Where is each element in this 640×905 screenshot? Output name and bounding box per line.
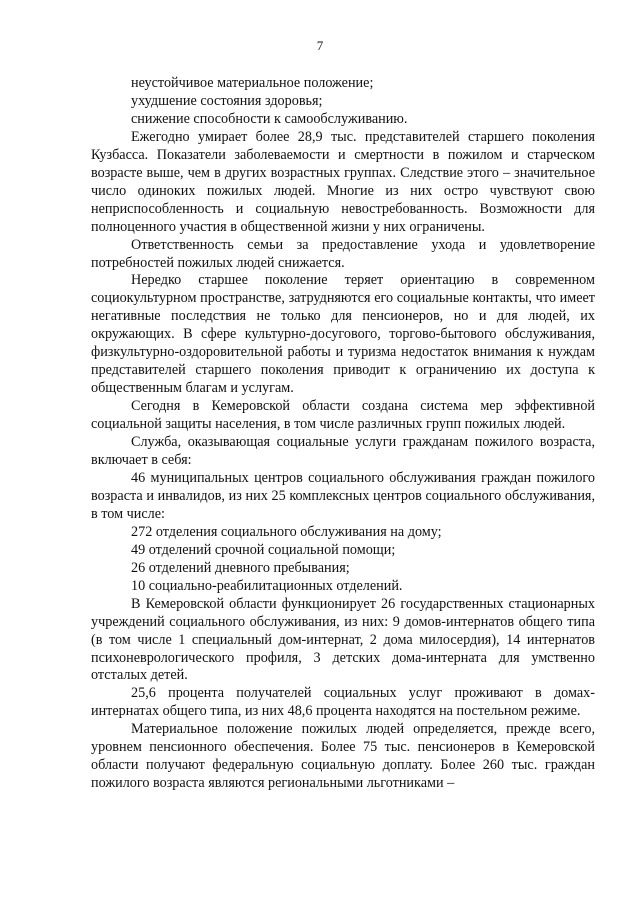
paragraph-centers: 46 муниципальных центров социального обслуживания граждан пожилого возраста и инвалидов, из них 25 комплексных центров социального обслуживания, в том числе: (91, 469, 595, 522)
list-item-selfcare: снижение способности к самообслуживанию. (131, 110, 408, 127)
list-item-urgent-help: 49 отделений срочной социальной помощи; (131, 541, 396, 558)
list-item-health: ухудшение состояния здоровья; (131, 92, 323, 109)
list-item-material: неустойчивое материальное положение; (131, 75, 374, 91)
paragraph-material: Материальное положение пожилых людей определяется, прежде всего, уровнем пенсионного обеспечения. Более 75 тыс. пенсионеров в Кемеровской области получают федеральную социальную доплату. Более 260 тыс. граждан пожилого возраста являются региональными льготниками – (91, 721, 595, 792)
paragraph-institutions: В Кемеровской области функционирует 26 государственных стационарных учреждений социального обслуживания, из них: 9 домов-интернатов общего типа (в том числе 1 специальный дом-интернат, 2 дома милосердия), 14 интернатов психоневрологического профиля, 3 детских дома-интерната для умственно отсталых детей. (91, 595, 595, 684)
body-text (91, 75, 595, 793)
list-item-home-care: 272 отделения социального обслуживания на дому; (131, 523, 442, 540)
paragraph-mortality: Ежегодно умирает более 28,9 тыс. представителей старшего поколения Кузбасса. Показатели заболеваемости и смертности в пожилом и старческом возрасте выше, чем в других возрастных группах. Следствие этого – значительное число одиноких пожилых людей. Многие из них остро чувствуют свою неприспособленность и социальную невостребованность. Возможности для полноценного участия в общественной жизни у них ограничены. (91, 128, 595, 235)
paragraph-residents: 25,6 процента получателей социальных услуг проживают в домах-интернатах общего типа, из них 48,6 процента находятся на постельном режиме. (91, 685, 595, 720)
page-number: 7 (316, 38, 324, 53)
list-item-rehab: 10 социально-реабилитационных отделений. (131, 577, 403, 594)
paragraph-orientation: Нередко старшее поколение теряет ориентацию в современном социокультурном пространстве, затрудняются его социальные контакты, что имеет негативные последствия не только для пенсионеров, но и для людей, их окружающих. В сфере культурно-досугового, торгово-бытового обслуживания, физкультурно-оздоровительной работы и туризма недостаток внимания к нуждам представителей старшего поколения приводит к ограничению их доступа к общественным благам и услугам. (91, 272, 595, 397)
paragraph-system: Сегодня в Кемеровской области создана система мер эффективной социальной защиты населения, в том числе различных групп пожилых людей. (91, 398, 595, 433)
paragraph-service: Служба, оказывающая социальные услуги гражданам пожилого возраста, включает в себя: (91, 434, 595, 469)
list-item-day-stay: 26 отделений дневного пребывания; (131, 559, 350, 576)
paragraph-family: Ответственность семьи за предоставление ухода и удовлетворение потребностей пожилых людей снижается. (91, 236, 595, 271)
